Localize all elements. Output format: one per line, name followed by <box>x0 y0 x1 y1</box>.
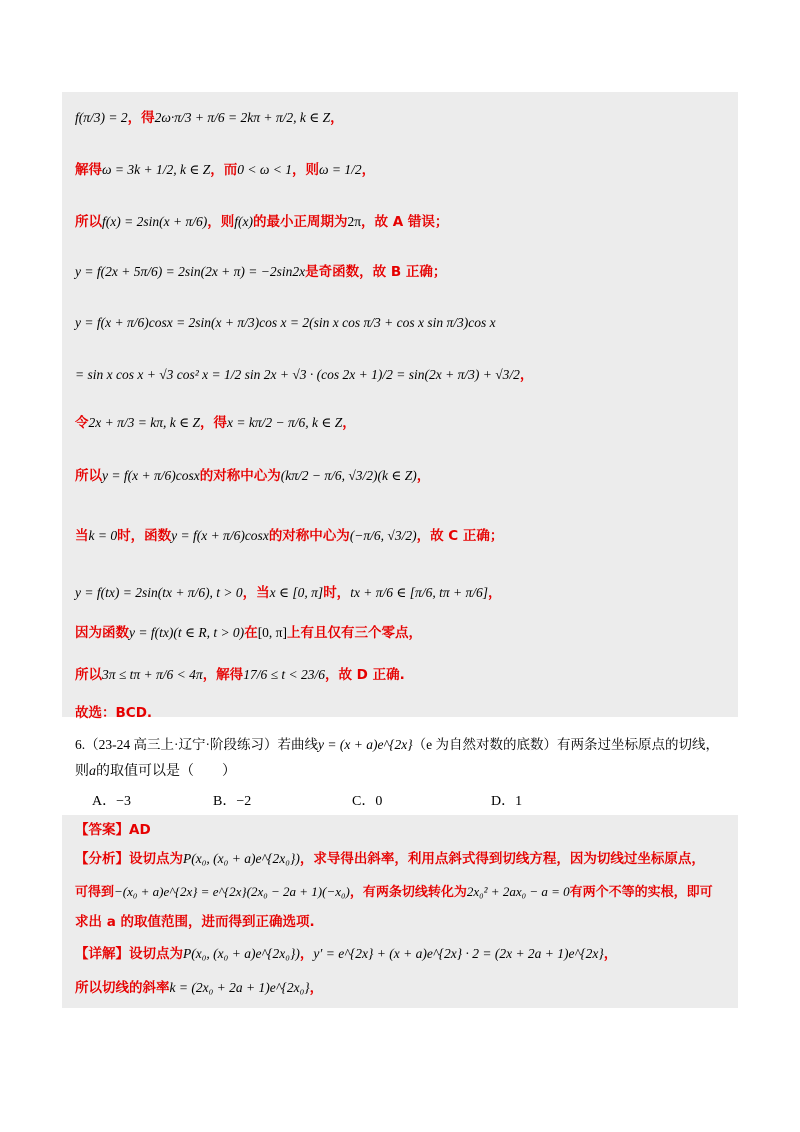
math: 0 < ω < 1 <box>237 162 293 177</box>
text: 在 <box>244 625 258 641</box>
solution-line-5 <box>75 313 496 333</box>
analysis-line-3 <box>75 912 315 932</box>
text: ，则 <box>292 162 320 178</box>
question-text: （e 为自然对数的底数）有两条过坐标原点的切线， <box>412 737 720 752</box>
text: 的对称中心为 <box>268 528 350 544</box>
option-b <box>213 790 251 810</box>
math: 2π <box>347 214 362 229</box>
solution-line-3 <box>75 212 448 232</box>
text: 因为函数 <box>75 625 129 641</box>
math: 2x + π/3 = kπ, k ∈ Z <box>88 415 200 430</box>
text: 解得 <box>75 162 102 178</box>
text: ， <box>361 162 376 178</box>
math: f(π/3) = 2 <box>75 110 128 125</box>
analysis-line-2 <box>75 882 713 903</box>
option-label: C． <box>352 794 376 809</box>
question-text: （23-24 高三上·辽宁·阶段练习）若曲线 <box>85 737 318 752</box>
math: x ∈ [0, π] <box>269 585 324 600</box>
text: ， <box>487 585 502 601</box>
text: ， <box>519 367 534 383</box>
text: 【分析】设切点为 <box>75 851 183 867</box>
analysis-line-1 <box>75 849 705 869</box>
text: ，求导得出斜率，利用点斜式得到切线方程，因为切线过坐标原点， <box>299 851 705 867</box>
solution-line-2 <box>75 160 375 180</box>
text: ，解得 <box>202 667 244 683</box>
math: y = f(tx)(t ∈ R, t > 0) <box>129 625 245 640</box>
math: tx + π/6 ∈ [π/6, tπ + π/6] <box>350 585 488 600</box>
text: 上有且仅有三个零点， <box>287 625 422 641</box>
text: 所以切线的斜率 <box>75 980 170 996</box>
text: 所以 <box>75 468 102 484</box>
option-label: A． <box>92 794 117 809</box>
math: k = 0 <box>88 528 118 543</box>
solution-line-9 <box>75 526 503 546</box>
math: y = f(tx) = 2sin(tx + π/6), t > 0 <box>75 585 243 600</box>
final-choice <box>75 703 152 723</box>
text: ，当 <box>242 585 270 601</box>
solution-line-4 <box>75 262 446 282</box>
solution-line-11 <box>75 623 422 643</box>
question-text: 则 <box>75 764 89 779</box>
math: 3π ≤ tπ + π/6 < 4π <box>102 667 203 682</box>
text: ，得 <box>199 415 227 431</box>
text: 的对称中心为 <box>199 468 281 484</box>
math: y = f(x + π/6)cosx <box>102 468 200 483</box>
text: 的最小正周期为 <box>252 214 348 230</box>
answer-line <box>75 820 151 840</box>
text: 所以 <box>75 667 102 683</box>
text: 是奇函数，故 B 正确； <box>305 264 447 280</box>
text: 时，函数 <box>117 528 172 544</box>
text: 故选：BCD. <box>75 705 153 721</box>
math: y = f(x + π/6)cosx = 2sin(x + π/3)cos x = 2(sin x cos π/3 + cos x sin π/3)cos x <box>75 315 496 330</box>
text: 令 <box>75 415 89 431</box>
text: ， <box>309 980 324 996</box>
math: [0, π] <box>257 625 287 640</box>
text: ， <box>330 110 344 126</box>
option-a <box>92 790 131 810</box>
math: y = f(x + π/6)cosx <box>171 528 269 543</box>
detail-line-2 <box>75 978 323 998</box>
text: ，得 <box>127 110 155 126</box>
text: ，有两条切线转化为 <box>349 885 467 900</box>
math: = sin x cos x + √3 cos² x = 1/2 sin 2x + √3 · (cos 2x + 1)/2 = sin(2x + π/3) + √3/2 <box>75 367 520 382</box>
math: ω = 3k + 1/2, k ∈ Z <box>102 162 211 177</box>
solution-line-7 <box>75 413 356 433</box>
math: (−π/6, √3/2) <box>349 528 417 543</box>
option-c <box>352 790 382 810</box>
option-d <box>491 790 522 810</box>
math: (kπ/2 − π/6, √3/2)(k ∈ Z) <box>280 468 417 483</box>
math: y = (x + a)e^{2x} <box>318 737 413 752</box>
solution-line-10 <box>75 583 501 603</box>
question-6-line-1 <box>75 735 719 755</box>
math: P(x₀, (x₀ + a)e^{2x₀}) <box>183 851 300 866</box>
math: 2x₀² + 2ax₀ − a = 0 <box>466 884 570 899</box>
math: 17/6 ≤ t < 23/6 <box>243 667 325 682</box>
text: 【详解】设切点为 <box>75 946 183 962</box>
math: f(x) = 2sin(x + π/6) <box>102 214 208 229</box>
question-number: 6. <box>75 737 86 752</box>
solution-line-6 <box>75 365 533 385</box>
text: ，故 A 错误； <box>361 214 449 230</box>
question-text: 的取值可以是（ ） <box>96 764 236 779</box>
text: ，故 C 正确； <box>416 528 504 544</box>
text: ， <box>299 946 314 962</box>
text: ，则 <box>207 214 235 230</box>
option-value: 1 <box>515 794 523 809</box>
text: 可得到 <box>75 885 115 900</box>
math: f(x) <box>234 214 253 229</box>
text: ， <box>603 946 618 962</box>
text: ，而 <box>210 162 238 178</box>
option-value: −2 <box>236 794 252 809</box>
text: 有两个不等的实根，即可 <box>569 885 713 900</box>
text: 当 <box>75 528 89 544</box>
text: 时， <box>323 585 351 601</box>
math: 2ω·π/3 + π/6 = 2kπ + π/2, k ∈ Z <box>154 110 331 125</box>
option-label: D． <box>491 794 516 809</box>
text: ，故 D 正确. <box>324 667 405 683</box>
solution-line-1 <box>75 108 344 128</box>
math: −(x₀ + a)e^{2x} = e^{2x}(2x₀ − 2a + 1)(−x₀) <box>114 884 350 899</box>
option-value: 0 <box>375 794 383 809</box>
math: y = f(2x + 5π/6) = 2sin(2x + π) = −2sin2x <box>75 264 306 279</box>
text: ， <box>416 468 431 484</box>
math: y′ = e^{2x} + (x + a)e^{2x} · 2 = (2x + 2a + 1)e^{2x} <box>313 946 604 961</box>
math: ω = 1/2 <box>319 162 362 177</box>
option-value: −3 <box>116 794 132 809</box>
text: 所以 <box>75 214 102 230</box>
math: k = (2x₀ + 2a + 1)e^{2x₀} <box>169 980 310 995</box>
option-label: B． <box>213 794 237 809</box>
question-6-line-2 <box>75 762 236 782</box>
solution-line-8 <box>75 466 430 486</box>
math: P(x₀, (x₀ + a)e^{2x₀}) <box>183 946 300 961</box>
detail-line-1 <box>75 944 617 964</box>
text: 【答案】AD <box>75 822 151 838</box>
math: x = kπ/2 − π/6, k ∈ Z <box>226 415 343 430</box>
text: ， <box>342 415 356 431</box>
math: a <box>89 764 96 779</box>
solution-line-12 <box>75 665 405 685</box>
text: 求出 a 的取值范围，进而得到正确选项. <box>75 914 315 930</box>
